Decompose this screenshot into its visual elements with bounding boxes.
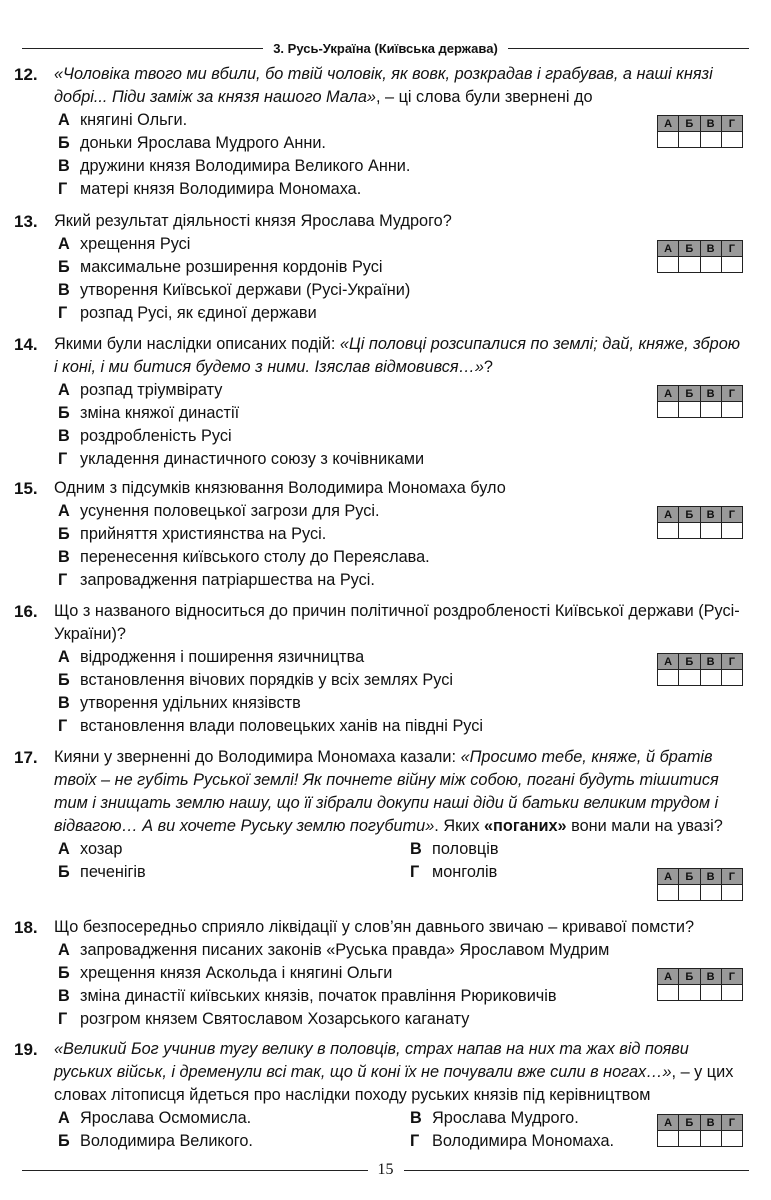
- question-16: [14, 600, 748, 738]
- answer-cell[interactable]: [679, 257, 700, 273]
- answer-cell[interactable]: [658, 257, 679, 273]
- question-13: [14, 210, 748, 325]
- option-a: А усунення половецької загрози для Русі.: [58, 502, 380, 520]
- option-v: В Ярослава Мудрого.: [410, 1109, 579, 1127]
- answer-cell[interactable]: [721, 257, 742, 273]
- answer-grid-15: А Б В Г: [657, 506, 743, 539]
- option-b: Б хрещення князя Аскольда і княгині Ольги: [58, 964, 393, 982]
- answer-cell[interactable]: [679, 1131, 700, 1147]
- answer-cell[interactable]: [700, 132, 721, 148]
- option-b: Б максимальне розширення кордонів Русі: [58, 258, 383, 276]
- question-14: [14, 333, 748, 471]
- question-19: [14, 1038, 748, 1153]
- answer-cell[interactable]: [721, 985, 742, 1001]
- question-stem: Що з названого відноситься до причин політичної роздробленості Київської держави (Русі-України)?: [54, 602, 740, 643]
- answer-cell[interactable]: [679, 985, 700, 1001]
- answer-grid-13: А Б В Г: [657, 240, 743, 273]
- page-footer: [22, 1158, 749, 1182]
- option-a: А Ярослава Осмомисла.: [58, 1109, 252, 1127]
- option-v: В зміна династії київських князів, початок правління Рюриковичів: [58, 987, 557, 1005]
- question-stem: Який результат діяльності князя Ярослава Мудрого?: [54, 212, 452, 230]
- answer-cell[interactable]: [700, 885, 721, 901]
- answer-grid-18: А Б В Г: [657, 968, 743, 1001]
- quote: «Великий Бог учинив тугу велику в половців, страх напав на них та жах від появи руських військ, і дременули всі так, що й коні їх не почували вже сили в ногах…»: [54, 1040, 689, 1081]
- answer-cell[interactable]: [700, 985, 721, 1001]
- answer-grid-17: А Б В Г: [657, 868, 743, 901]
- option-a: А розпад тріумвірату: [58, 381, 223, 399]
- footer-rule-right: [404, 1170, 750, 1171]
- question-number: 13.: [14, 212, 38, 231]
- answer-cell[interactable]: [721, 402, 742, 418]
- header-rule-left: [22, 48, 263, 49]
- option-g: Г встановлення влади половецьких ханів на півдні Русі: [58, 717, 484, 735]
- option-b: Б прийняття християнства на Русі.: [58, 525, 327, 543]
- page-header: [22, 36, 749, 60]
- answer-cell[interactable]: [679, 885, 700, 901]
- answer-cell[interactable]: [700, 257, 721, 273]
- question-number: 16.: [14, 602, 38, 621]
- answer-cell[interactable]: [700, 670, 721, 686]
- question-stem: Що безпосередньо сприяло ліквідації у слов’ян давнього звичаю – кривавої помсти?: [54, 918, 695, 936]
- option-g: Г запровадження патріаршества на Русі.: [58, 571, 375, 589]
- option-g: Г розпад Русі, як єдиної держави: [58, 304, 317, 322]
- question-12: [14, 63, 748, 201]
- option-v: В дружини князя Володимира Великого Анни.: [58, 157, 411, 175]
- answer-cell[interactable]: [721, 670, 742, 686]
- question-15: [14, 477, 748, 592]
- answer-cell[interactable]: [721, 132, 742, 148]
- option-v: В перенесення київського столу до Переяслава.: [58, 548, 430, 566]
- page-number: 15: [377, 1161, 394, 1178]
- question-number: 15.: [14, 479, 38, 498]
- option-a: А хрещення Русі: [58, 235, 191, 253]
- question-18: [14, 916, 748, 1031]
- question-number: 18.: [14, 918, 38, 937]
- footer-rule-left: [22, 1170, 368, 1171]
- answer-cell[interactable]: [658, 402, 679, 418]
- option-g: Г Володимира Мономаха.: [410, 1132, 615, 1150]
- option-v: В утворення Київської держави (Русі-України): [58, 281, 411, 299]
- answer-cell[interactable]: [658, 132, 679, 148]
- option-a: А хозар: [58, 840, 123, 858]
- answer-cell[interactable]: [679, 670, 700, 686]
- answer-cell[interactable]: [679, 132, 700, 148]
- option-g: Г розгром князем Святославом Хозарського каганату: [58, 1010, 470, 1028]
- answer-cell[interactable]: [679, 523, 700, 539]
- option-a: А відродження і поширення язичництва: [58, 648, 365, 666]
- question-stem: «Великий Бог учинив тугу велику в половців, страх напав на них та жах від появи руських військ, і дременули всі так, що й коні їх не почували вже сили в ногах…», – у цих словах літописця йдеться про наслідки походу руських князів під керівництвом: [54, 1040, 734, 1104]
- answer-grid-16: А Б В Г: [657, 653, 743, 686]
- answer-cell[interactable]: [700, 1131, 721, 1147]
- question-stem: «Чоловіка твого ми вбили, бо твій чоловік, як вовк, розкрадав і грабував, а наші князі добрі... Піди заміж за князя нашого Мала», – ці слова були звернені до: [54, 65, 713, 106]
- option-b: Б печенігів: [58, 863, 146, 881]
- option-g: Г монголів: [410, 863, 498, 881]
- answer-grid-14: А Б В Г: [657, 385, 743, 418]
- quote: «Ці половці розсипалися по землі; дай, княже, зброю і коні, і ми битися будемо з ними. Ізяслав відмовився…»: [54, 335, 741, 376]
- section-title: 3. Русь-Україна (Київська держава): [273, 40, 498, 56]
- quote: «Чоловіка твого ми вбили, бо твій чоловік, як вовк, розкрадав і грабував, а наші князі добрі... Піди заміж за князя нашого Мала»: [54, 65, 713, 106]
- option-b: Б встановлення вічових порядків у всіх землях Русі: [58, 671, 453, 689]
- question-number: 19.: [14, 1040, 38, 1059]
- answer-grid-19: А Б В Г: [657, 1114, 743, 1147]
- option-g: Г матері князя Володимира Мономаха.: [58, 180, 362, 198]
- answer-cell[interactable]: [658, 670, 679, 686]
- question-number: 12.: [14, 65, 38, 84]
- question-number: 14.: [14, 335, 38, 354]
- question-stem: Якими були наслідки описаних подій: «Ці половці розсипалися по землі; дай, княже, зброю і коні, і ми битися будемо з ними. Ізяслав відмовився…»?: [54, 335, 741, 376]
- answer-cell[interactable]: [700, 523, 721, 539]
- option-b: Б Володимира Великого.: [58, 1132, 253, 1150]
- answer-cell[interactable]: [658, 1131, 679, 1147]
- option-v: В роздробленість Русі: [58, 427, 232, 445]
- question-stem: Одним з підсумків князювання Володимира Мономаха було: [54, 479, 506, 497]
- options-two-column: [58, 1107, 748, 1153]
- answer-cell[interactable]: [658, 885, 679, 901]
- question-number: 17.: [14, 748, 38, 767]
- option-a: А запровадження писаних законів «Руська правда» Ярославом Мудрим: [58, 941, 610, 959]
- option-b: Б доньки Ярослава Мудрого Анни.: [58, 134, 326, 152]
- answer-cell[interactable]: [700, 402, 721, 418]
- option-b: Б зміна княжої династії: [58, 404, 240, 422]
- option-v: В половців: [410, 840, 499, 858]
- question-17: [14, 746, 748, 884]
- answer-cell[interactable]: [721, 1131, 742, 1147]
- answer-cell[interactable]: [658, 985, 679, 1001]
- answer-cell[interactable]: [679, 402, 700, 418]
- answer-cell[interactable]: [721, 523, 742, 539]
- question-stem: Кияни у зверненні до Володимира Мономаха казали: «Просимо тебе, княже, й братів твоїх – не губіть Руської землі! Як почнете війну між собою, погані будуть тішитися тим і знищать землю нашу, що її зібрали докупи наші діди й батьки великим трудом і відвагою… А ви хочете Руську землю погубити». Яких «поганих» вони мали на увазі?: [54, 748, 723, 835]
- header-rule-right: [508, 48, 749, 49]
- option-v: В утворення удільних князівств: [58, 694, 301, 712]
- quote: «Просимо тебе, княже, й братів твоїх – не губіть Руської землі! Як почнете війну між собою, погані будуть тішитися тим і знищать землю нашу, що її зібрали докупи наші діди й батьки великим трудом і відвагою… А ви хочете Руську землю погубити»: [54, 748, 719, 835]
- option-g: Г укладення династичного союзу з кочівниками: [58, 450, 425, 468]
- option-a: А княгині Ольги.: [58, 111, 188, 129]
- answer-grid-12: А Б В Г: [657, 115, 743, 148]
- answer-cell[interactable]: [721, 885, 742, 901]
- options-two-column: [58, 838, 748, 884]
- answer-cell[interactable]: [658, 523, 679, 539]
